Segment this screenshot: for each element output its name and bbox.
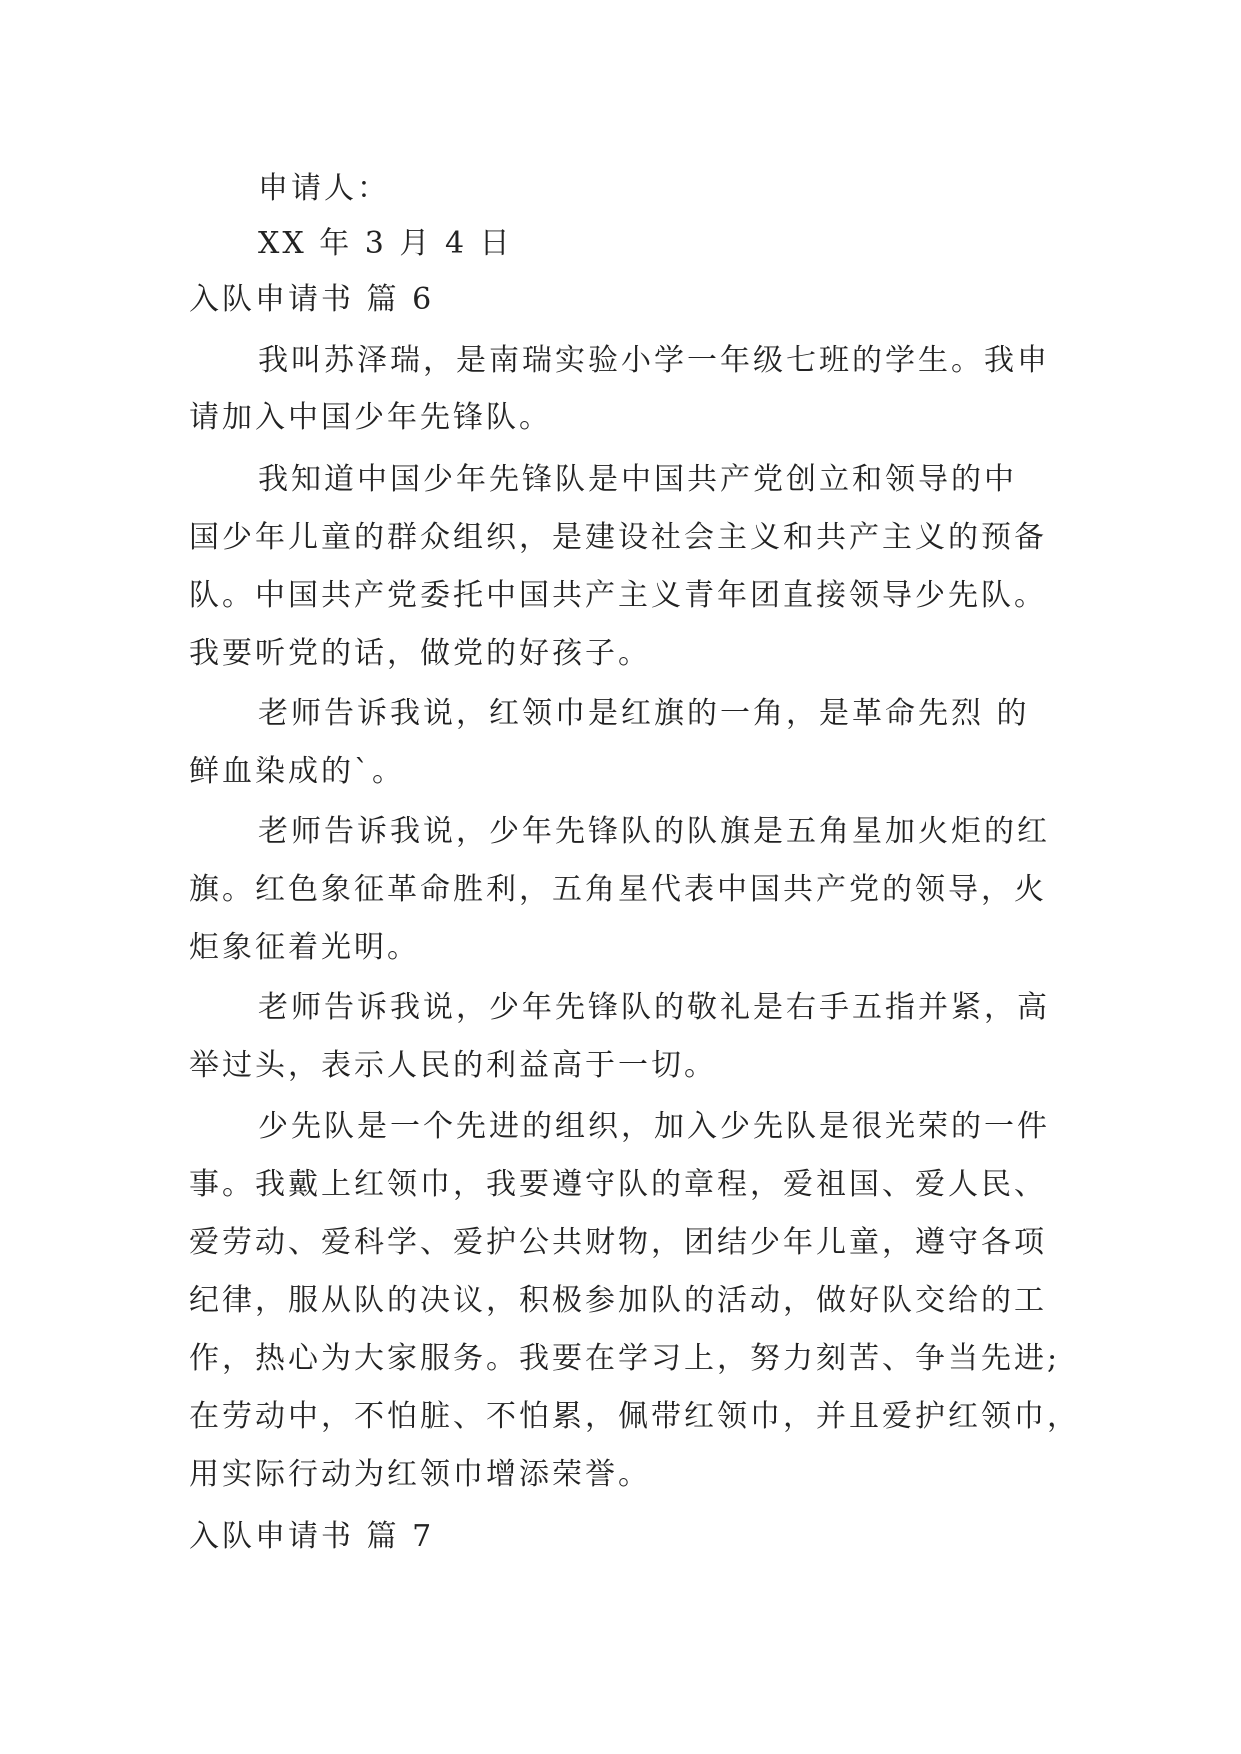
section-6-title: 入队申请书 篇 6: [189, 282, 435, 317]
body-line-1: 我叫苏泽瑞，是南瑞实验小学一年级七班的学生。我申: [258, 343, 1050, 378]
date-line: XX 年 3 月 4 日: [258, 226, 513, 261]
body-line-9: 老师告诉我说，少年先锋队的队旗是五角星加火炬的红: [258, 814, 1050, 849]
body-line-12: 老师告诉我说，少年先锋队的敬礼是右手五指并紧，高: [258, 990, 1050, 1025]
body-line-6: 我要听党的话，做党的好孩子。: [189, 636, 651, 671]
body-line-10: 旗。红色象征革命胜利，五角星代表中国共产党的领导，火: [189, 872, 1047, 907]
body-line-7: 老师告诉我说，红领巾是红旗的一角，是革命先烈 的: [258, 696, 1030, 731]
body-line-4: 国少年儿童的群众组织，是建设社会主义和共产主义的预备: [189, 520, 1047, 555]
section-7-title: 入队申请书 篇 7: [189, 1519, 435, 1554]
body-line-15: 事。我戴上红领巾，我要遵守队的章程，爱祖国、爱人民、: [189, 1167, 1047, 1202]
body-line-11: 炬象征着光明。: [189, 930, 420, 965]
body-line-17: 纪律，服从队的决议，积极参加队的活动，做好队交给的工: [189, 1283, 1047, 1318]
body-line-13: 举过头，表示人民的利益高于一切。: [189, 1048, 717, 1083]
body-line-20: 用实际行动为红领巾增添荣誉。: [189, 1457, 651, 1492]
body-line-2: 请加入中国少年先锋队。: [189, 400, 552, 435]
body-line-19: 在劳动中，不怕脏、不怕累，佩带红领巾，并且爱护红领巾，: [189, 1399, 1080, 1434]
body-line-8: 鲜血染成的`。: [189, 754, 405, 789]
body-line-14: 少先队是一个先进的组织，加入少先队是很光荣的一件: [258, 1109, 1050, 1144]
signature-label: 申请人：: [258, 171, 390, 206]
body-line-3: 我知道中国少年先锋队是中国共产党创立和领导的中: [258, 462, 1017, 497]
body-line-5: 队。中国共产党委托中国共产主义青年团直接领导少先队。: [189, 578, 1047, 613]
body-line-16: 爱劳动、爱科学、爱护公共财物，团结少年儿童，遵守各项: [189, 1225, 1047, 1260]
body-line-18: 作，热心为大家服务。我要在学习上，努力刻苦、争当先进;: [189, 1341, 1061, 1376]
